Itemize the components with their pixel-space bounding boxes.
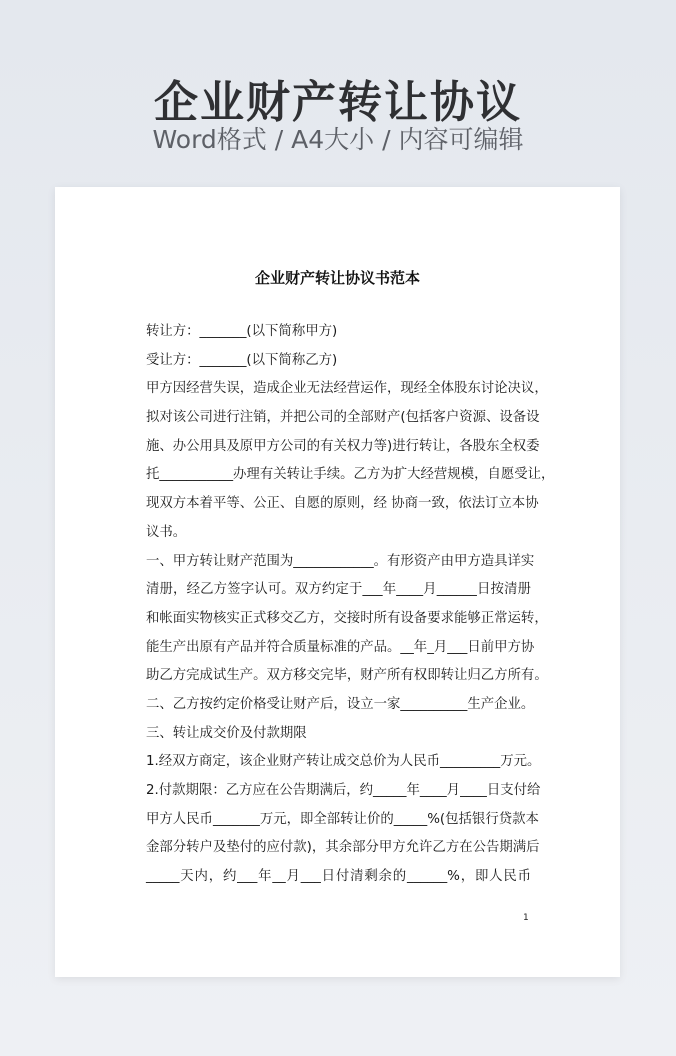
document-line: 一、甲方转让财产范围为____________。有形资产由甲方造具详实: [146, 553, 535, 569]
document-title: 企业财产转让协议书范本: [254, 269, 420, 287]
document-line: 甲方因经营失误，造成企业无法经营运作，现经全体股东讨论决议，: [146, 381, 548, 397]
document-line: 金部分转户及垫付的应付款)，其余部分甲方允许乙方在公告期满后: [146, 840, 540, 856]
document-line: 1.经双方商定，该企业财产转让成交总价为人民币_________万元。: [146, 754, 541, 770]
document-line: 和帐面实物核实正式移交乙方，交接时所有设备要求能够正常运转，: [146, 610, 548, 626]
document-line: 托___________办理有关转让手续。乙方为扩大经营规模，自愿受让，: [146, 467, 555, 483]
document-body: [146, 322, 555, 896]
document-line: 二、乙方按约定价格受让财产后，设立一家__________生产企业。: [146, 696, 535, 712]
document-line: 助乙方完成试生产。双方移交完毕，财产所有权即转让归乙方所有。: [146, 668, 548, 684]
document-page: [55, 187, 620, 977]
document-line: 能生产出原有产品并符合质量标准的产品。__年_月___日前甲方协: [146, 639, 535, 655]
banner-subtitle: Word格式 / A4大小 / 内容可编辑: [152, 125, 524, 154]
banner-title: 企业财产转让协议: [154, 77, 522, 128]
document-line: 甲方人民币_______万元，即全部转让价的_____%(包括银行贷款本: [146, 811, 539, 827]
page-number: 1: [523, 913, 529, 923]
document-line: 施、办公用具及原甲方公司的有关权力等)进行转让，各股东全权委: [146, 438, 540, 454]
document-line: 转让方：_______(以下简称甲方): [146, 324, 338, 339]
document-line: _____天内，约___年__月___日付清剩余的______%，即人民币: [146, 869, 531, 885]
document-line: 受让方：_______(以下简称乙方): [146, 352, 338, 368]
document-line: 2.付款期限：乙方应在公告期满后，约_____年____月____日支付给: [146, 783, 541, 798]
document-line: 三、转让成交价及付款期限: [146, 725, 307, 741]
document-line: 议书。: [146, 524, 187, 540]
document-line: 清册，经乙方签字认可。双方约定于___年____月______日按清册: [146, 582, 531, 598]
document-line: 拟对该公司进行注销，并把公司的全部财产(包括客户资源、设备设: [146, 410, 540, 426]
document-line: 现双方本着平等、公正、自愿的原则，经 协商一致，依法订立本协: [146, 496, 539, 512]
